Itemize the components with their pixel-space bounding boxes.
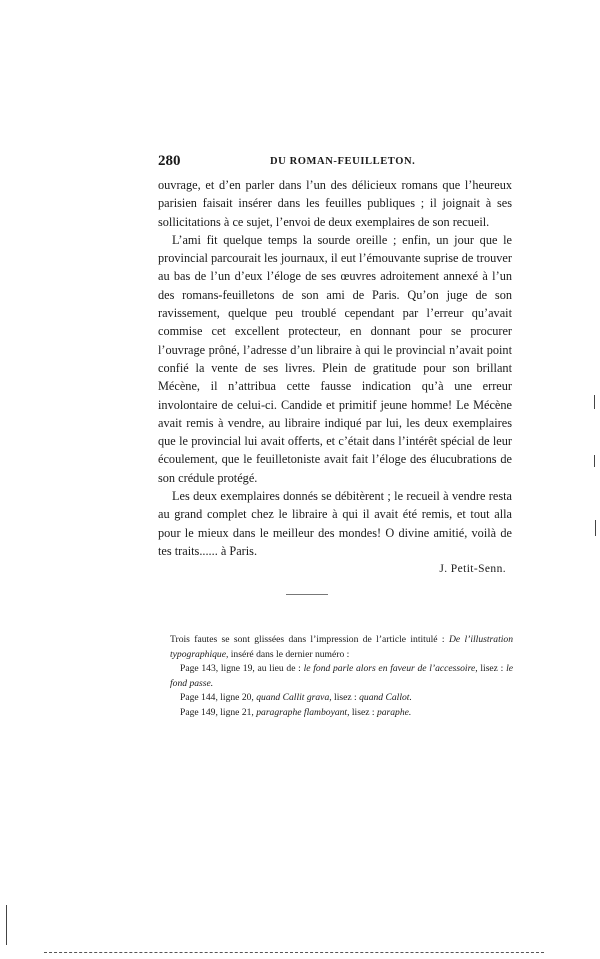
errata-item xyxy=(170,706,513,721)
errata-location: Page 144, ligne 20, xyxy=(180,692,257,704)
errata-read: , lisez : xyxy=(329,692,360,704)
errata-wrong: quand Callit grava xyxy=(256,692,330,704)
article-title: De l’illustration typographique xyxy=(170,634,513,660)
errata-wrong: le fond parle alors en faveur de l’accessoire xyxy=(303,663,476,675)
section-divider xyxy=(286,594,328,595)
scan-margin-mark xyxy=(595,520,596,536)
errata-right: paraphe. xyxy=(376,706,412,718)
page-header xyxy=(158,153,520,173)
scan-margin-mark xyxy=(6,905,7,945)
errata-notes xyxy=(170,633,513,721)
errata-wrong: paragraphe flamboyant xyxy=(256,706,348,718)
author-signature: J. Petit-Senn. xyxy=(439,563,506,576)
page-number: 280 xyxy=(158,153,181,169)
running-head: DU ROMAN-FEUILLETON. xyxy=(270,156,416,167)
scan-bottom-edge xyxy=(44,952,544,955)
paragraph: ouvrage, et d’en parler dans l’un des délicieux romans que l’heureux parisien faisait insérer dans les feuilles publiques ; il joignait à ses sollicitations à ce sujet, l’envoi de deux exemplaires de son recueil. xyxy=(158,178,512,229)
errata-location: Page 149, ligne 21, xyxy=(180,706,257,718)
errata-intro-prefix: Trois fautes se sont glissées dans l’impression de l’article intitulé : xyxy=(170,634,449,645)
errata-intro-suffix: , inséré dans le dernier numéro : xyxy=(225,648,350,660)
errata-item xyxy=(170,691,513,706)
errata-item xyxy=(170,662,513,691)
errata-read: , lisez : xyxy=(347,706,377,718)
scan-margin-mark xyxy=(594,395,595,409)
article-body xyxy=(158,176,512,579)
scan-margin-mark xyxy=(594,455,595,467)
errata-right: le fond passe. xyxy=(170,663,513,689)
errata-right: quand Callot. xyxy=(359,692,412,704)
paragraph: Les deux exemplaires donnés se débitèrent ; le recueil à vendre resta au grand complet chez le libraire à qui il avait été remis, et tout alla pour le mieux dans le meilleur des mondes! O divine amitié, voilà de tes traits...... à Paris. xyxy=(158,489,512,558)
paragraph: L’ami fit quelque temps la sourde oreille ; enfin, un jour que le provincial parcourait les journaux, il eut l’émouvante suprise de trouver au bas de l’un d’eux l’éloge de ses œuvres adroitement annexé à l’un des romans-feuilletons de son ami de Paris. Qu’on juge de son ravissement, quelque peu troublé cependant par l’erreur qu’avait commise cet excellent protecteur, en donnant pour se procurer l’ouvrage prôné, l’adresse d’un libraire à qui le provincial n’avait point confié la vente de ses livres. Plein de gratitude pour son brillant Mécène, il n’attribua cette fausse indication qu’à une erreur involontaire de celui-ci. Candide et primitif jeune homme! Le Mécène avait remis à vendre, au libraire indiqué par lui, les deux exemplaires que le provincial lui avait offerts, et c’était dans l’intérêt spécial de leur écoulement, que le feuilletoniste avait fait l’éloge des élucubrations de son crédule protégé. xyxy=(158,232,512,485)
errata-intro xyxy=(170,633,513,662)
errata-location: Page 143, ligne 19, au lieu de : xyxy=(180,663,304,675)
errata-read: , lisez : xyxy=(475,663,507,675)
